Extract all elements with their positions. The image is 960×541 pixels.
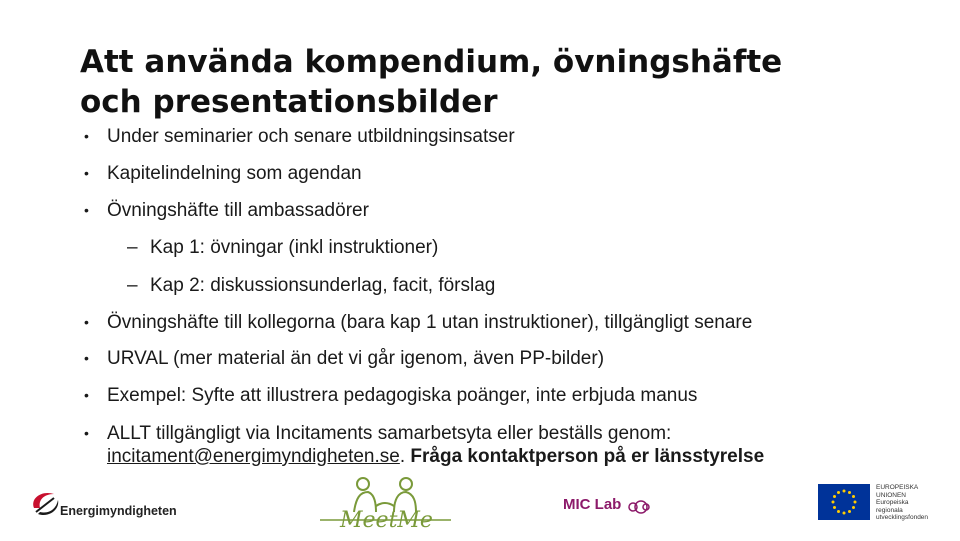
energimyndigheten-icon (28, 488, 62, 522)
eu-text-line: utvecklingsfonden (876, 514, 929, 521)
eu-text-line: regionala (876, 506, 903, 514)
email-link[interactable]: incitament@energimyndigheten.se (107, 446, 400, 467)
eu-flag-icon (818, 484, 870, 520)
separator-text: . (399, 446, 411, 467)
bullet-marker: • (84, 387, 89, 403)
bullet-text: Exempel: Syfte att illustrera pedagogiska poänger, inte erbjuda manus (107, 385, 698, 406)
eu-text-line: EUROPEISKA (876, 484, 919, 491)
bullet-text: Övningshäfte till ambassadörer (107, 200, 369, 221)
mic-lab-icon (627, 499, 651, 515)
energimyndigheten-label: Energimyndigheten (60, 504, 177, 518)
energimyndigheten-logo (28, 488, 188, 528)
bullet-marker: • (84, 165, 89, 181)
eu-logo (818, 484, 953, 524)
bullet-marker: • (84, 314, 89, 330)
dash-marker: – (127, 275, 138, 296)
bullet-marker: • (84, 128, 89, 144)
bullet-marker: • (84, 425, 89, 441)
eu-text-line: Europeiska (876, 499, 909, 506)
title-line-1: Att använda kompendium, övningshäfte (80, 44, 783, 80)
meetme-label: MeetMe (340, 508, 433, 533)
dash-marker: – (127, 237, 138, 258)
bullet-text: URVAL (mer material än det vi går igenom, även PP-bilder) (107, 348, 605, 369)
bullet-marker: • (84, 350, 89, 366)
title-line-2: och presentationsbilder (80, 84, 498, 120)
bullet-text: Under seminarier och senare utbildningsinsatser (107, 126, 515, 147)
contact-text (107, 422, 887, 468)
eu-text (876, 484, 928, 522)
mic-lab-label: MIC Lab (563, 496, 622, 513)
sub-bullet-text: Kap 2: diskussionsunderlag, facit, förslag (150, 275, 496, 296)
eu-text-line: UNIONEN (876, 491, 906, 499)
mic-lab-logo (563, 496, 658, 520)
bullet-text: Övningshäfte till kollegorna (bara kap 1 utan instruktioner), tillgängligt senare (107, 312, 753, 333)
meetme-logo (318, 476, 453, 536)
contact-line-1: ALLT tillgängligt via Incitaments samarbetsyta eller beställs genom: (107, 423, 672, 444)
contact-person-text: Fråga kontaktperson på er länsstyrelse (410, 446, 765, 467)
footer-logos (0, 478, 960, 540)
contact-line-2 (107, 445, 887, 468)
bullet-marker: • (84, 202, 89, 218)
bullet-text: Kapitelindelning som agendan (107, 163, 362, 184)
sub-bullet-text: Kap 1: övningar (inkl instruktioner) (150, 237, 439, 258)
